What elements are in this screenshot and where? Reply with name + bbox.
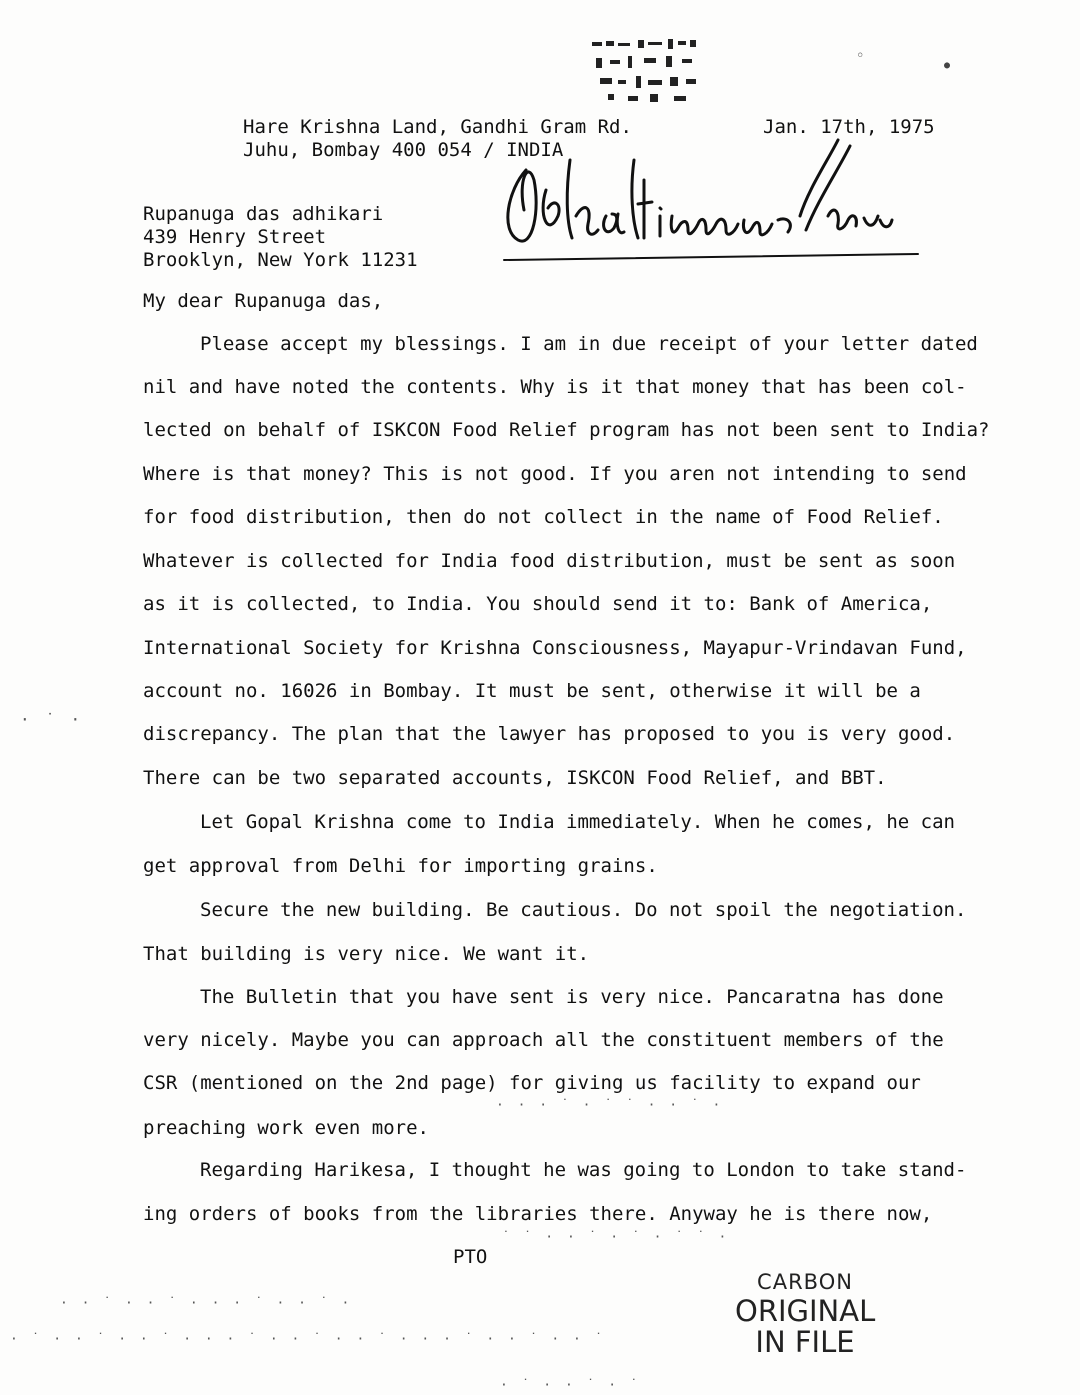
carbon-original-stamp <box>735 1272 875 1357</box>
body-line: preaching work even more. <box>143 1117 429 1139</box>
salutation: My dear Rupanuga das, <box>143 290 384 312</box>
body-line: There can be two separated accounts, ISKCON Food Relief, and BBT. <box>143 767 887 789</box>
sender-address-line1: Hare Krishna Land, Gandhi Gram Rd. <box>243 116 632 138</box>
recipient-city: Brooklyn, New York 11231 <box>143 249 418 271</box>
scan-noise: · · · ˙ · ˙ ˙ · · ˙ · <box>496 1098 724 1113</box>
body-line: account no. 16026 in Bombay. It must be sent, otherwise it will be a <box>143 680 921 702</box>
body-line: Where is that money? This is not good. If you aren not intending to send <box>143 463 967 485</box>
stamp-line: IN FILE <box>755 1325 855 1359</box>
body-line: for food distribution, then do not collect in the name of Food Relief. <box>143 506 944 528</box>
body-line: ing orders of books from the libraries there. Anyway he is there now, <box>143 1203 933 1225</box>
body-line: The Bulletin that you have sent is very nice. Pancaratna has done <box>200 986 944 1008</box>
handwritten-signature <box>488 120 938 270</box>
please-turn-over: PTO <box>453 1246 488 1268</box>
smudged-stamp-mark <box>588 36 708 108</box>
body-line: Regarding Harikesa, I thought he was going to London to take stand- <box>200 1159 967 1181</box>
body-line: Whatever is collected for India food distribution, must be sent as soon <box>143 550 956 572</box>
body-line: Let Gopal Krishna come to India immediately. When he comes, he can <box>200 811 955 833</box>
scan-noise: ˙ ˙ · · ˙ · ˙ · ˙ ˙ · <box>502 1230 730 1245</box>
scan-noise: · ˙ · <box>20 710 84 729</box>
scan-noise: · · ˙ · · ˙ · · · ˙ · · ˙ · <box>60 1296 353 1311</box>
stamp-line: ORIGINAL <box>735 1294 876 1328</box>
stray-mark: ◦ <box>856 48 865 64</box>
body-line: That building is very nice. We want it. <box>143 943 590 965</box>
scan-noise: · ˙ · · ˙ · ˙ <box>500 1378 641 1393</box>
body-line: get approval from Delhi for importing grains. <box>143 855 658 877</box>
body-line: Secure the new building. Be cautious. Do not spoil the negotiation. <box>200 899 967 921</box>
stray-mark: ● <box>944 60 951 71</box>
scan-noise: · ˙ · · ˙ · · ˙ · · · ˙ · · ˙ · · ˙ · · · ˙ · · ˙ · · ˙ <box>10 1332 606 1347</box>
body-line: nil and have noted the contents. Why is it that money that has been col- <box>143 376 967 398</box>
letter-date: Jan. 17th, 1975 <box>763 116 935 138</box>
body-line: CSR (mentioned on the 2nd page) for giving us facility to expand our <box>143 1072 921 1094</box>
body-line: International Society for Krishna Consciousness, Mayapur-Vrindavan Fund, <box>143 637 967 659</box>
body-line: Please accept my blessings. I am in due receipt of your letter dated <box>200 333 978 355</box>
sender-address-line2: Juhu, Bombay 400 054 / INDIA <box>243 139 564 161</box>
body-line: as it is collected, to India. You should send it to: Bank of America, <box>143 593 933 615</box>
body-line: discrepancy. The plan that the lawyer has proposed to you is very good. <box>143 723 956 745</box>
body-line: lected on behalf of ISKCON Food Relief program has not been sent to India? <box>143 419 990 441</box>
recipient-name: Rupanuga das adhikari <box>143 203 384 225</box>
body-line: very nicely. Maybe you can approach all the constituent members of the <box>143 1029 944 1051</box>
recipient-street: 439 Henry Street <box>143 226 327 248</box>
stamp-line: CARBON <box>757 1270 853 1294</box>
